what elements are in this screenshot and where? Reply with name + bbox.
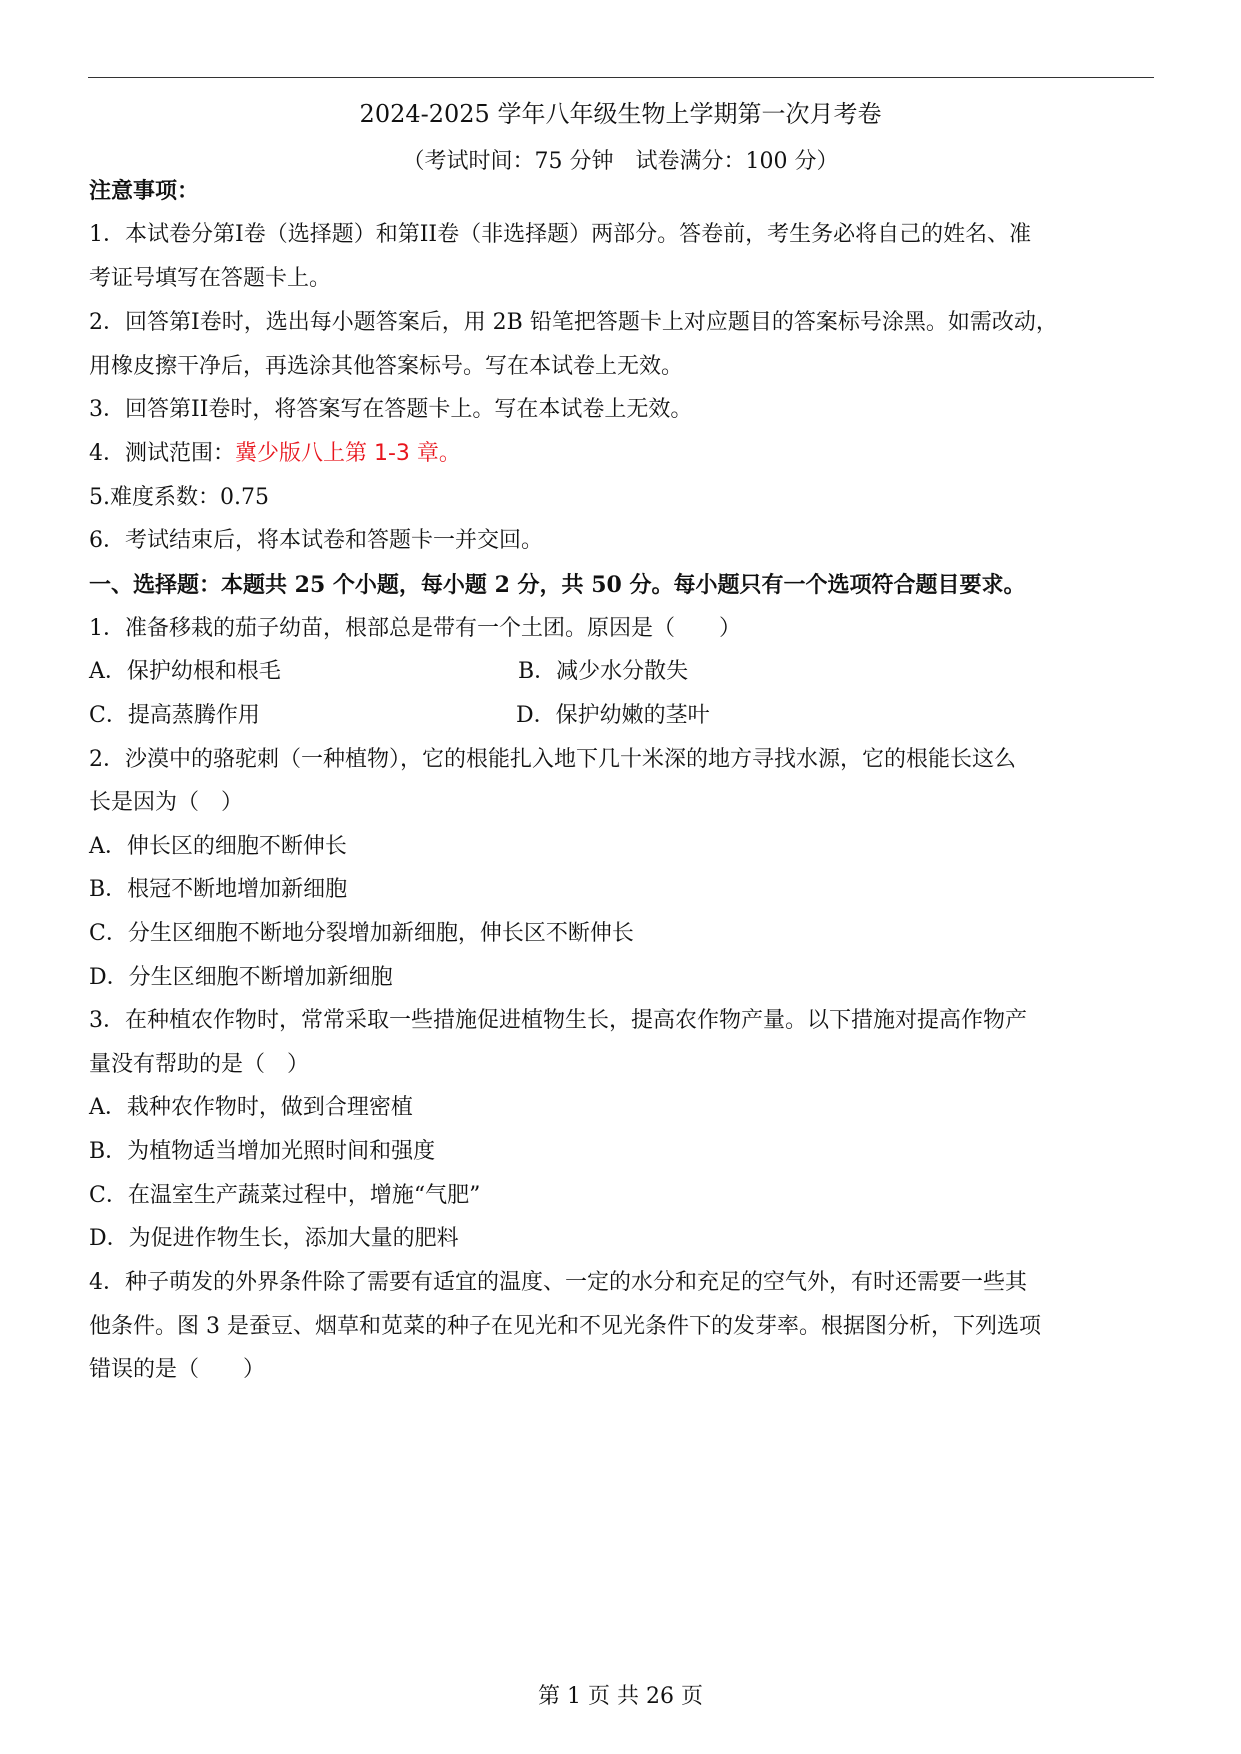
question-2-option-c: C．分生区细胞不断地分裂增加新细胞，伸长区不断伸长: [89, 921, 634, 946]
header-rule: [88, 77, 1154, 78]
question-1-option-a: A．保护幼根和根毛: [89, 659, 281, 684]
notice-item-5: 5.难度系数：0.75: [89, 485, 269, 510]
question-1-option-d: D．保护幼嫩的茎叶: [516, 703, 710, 728]
section-1-heading: 一、选择题：本题共 25 个小题，每小题 2 分，共 50 分。每小题只有一个选项符合题目要求。: [89, 572, 1026, 598]
question-2-option-b: B．根冠不断地增加新细胞: [89, 877, 348, 902]
question-4-stem-line-2: 他条件。图 3 是蚕豆、烟草和苋菜的种子在见光和不见光条件下的发芽率。根据图分析，下列选项: [89, 1314, 1041, 1339]
question-3-option-c: C．在温室生产蔬菜过程中，增施“气肥”: [89, 1183, 481, 1208]
notice-item-4-prefix: 4．测试范围：: [89, 441, 235, 466]
question-2-option-d: D．分生区细胞不断增加新细胞: [89, 965, 393, 990]
question-1-stem: 1．准备移栽的茄子幼苗，根部总是带有一个土团。原因是（ ）: [89, 616, 741, 641]
notice-item-3: 3．回答第II卷时，将答案写在答题卡上。写在本试卷上无效。: [89, 397, 693, 422]
page-number: 第 1 页 共 26 页: [538, 1684, 703, 1709]
question-3-option-b: B．为植物适当增加光照时间和强度: [89, 1139, 436, 1164]
question-2-option-a: A．伸长区的细胞不断伸长: [89, 834, 347, 859]
notice-item-1-line-2: 考证号填写在答题卡上。: [89, 266, 332, 291]
question-3-option-a: A．栽种农作物时，做到合理密植: [89, 1095, 413, 1120]
question-3-stem-line-1: 3．在种植农作物时，常常采取一些措施促进植物生长，提高农作物产量。以下措施对提高作物产: [89, 1008, 1028, 1033]
notice-item-4-scope: 冀少版八上第 1-3 章。: [235, 441, 461, 466]
exam-title: 2024-2025 学年八年级生物上学期第一次月考卷: [359, 100, 882, 128]
exam-subtitle: （考试时间：75 分钟 试卷满分：100 分）: [402, 149, 839, 174]
question-4-stem-line-3: 错误的是（ ）: [89, 1357, 266, 1382]
notice-item-4: [89, 437, 461, 471]
question-3-option-d: D．为促进作物生长，添加大量的肥料: [89, 1226, 459, 1251]
notice-item-2-line-1: 2．回答第I卷时，选出每小题答案后，用 2B 铅笔把答题卡上对应题目的答案标号涂黑。如需改动，: [89, 310, 1058, 335]
question-1-option-b: B．减少水分散失: [518, 659, 689, 684]
question-4-stem-line-1: 4．种子萌发的外界条件除了需要有适宜的温度、一定的水分和充足的空气外，有时还需要一些其: [89, 1270, 1028, 1295]
notice-item-2-line-2: 用橡皮擦干净后，再选涂其他答案标号。写在本试卷上无效。: [89, 354, 684, 379]
notice-item-1-line-1: 1．本试卷分第I卷（选择题）和第II卷（非选择题）两部分。答卷前，考生务必将自己的姓名、准: [89, 222, 1032, 247]
question-2-stem-line-1: 2．沙漠中的骆驼刺（一种植物），它的根能扎入地下几十米深的地方寻找水源，它的根能长这么: [89, 747, 1017, 772]
question-2-stem-line-2: 长是因为（ ）: [89, 790, 244, 815]
notice-heading: 注意事项：: [89, 178, 200, 204]
question-3-stem-line-2: 量没有帮助的是（ ）: [89, 1052, 310, 1077]
question-1-option-c: C．提高蒸腾作用: [89, 703, 260, 728]
notice-item-6: 6．考试结束后，将本试卷和答题卡一并交回。: [89, 528, 543, 553]
